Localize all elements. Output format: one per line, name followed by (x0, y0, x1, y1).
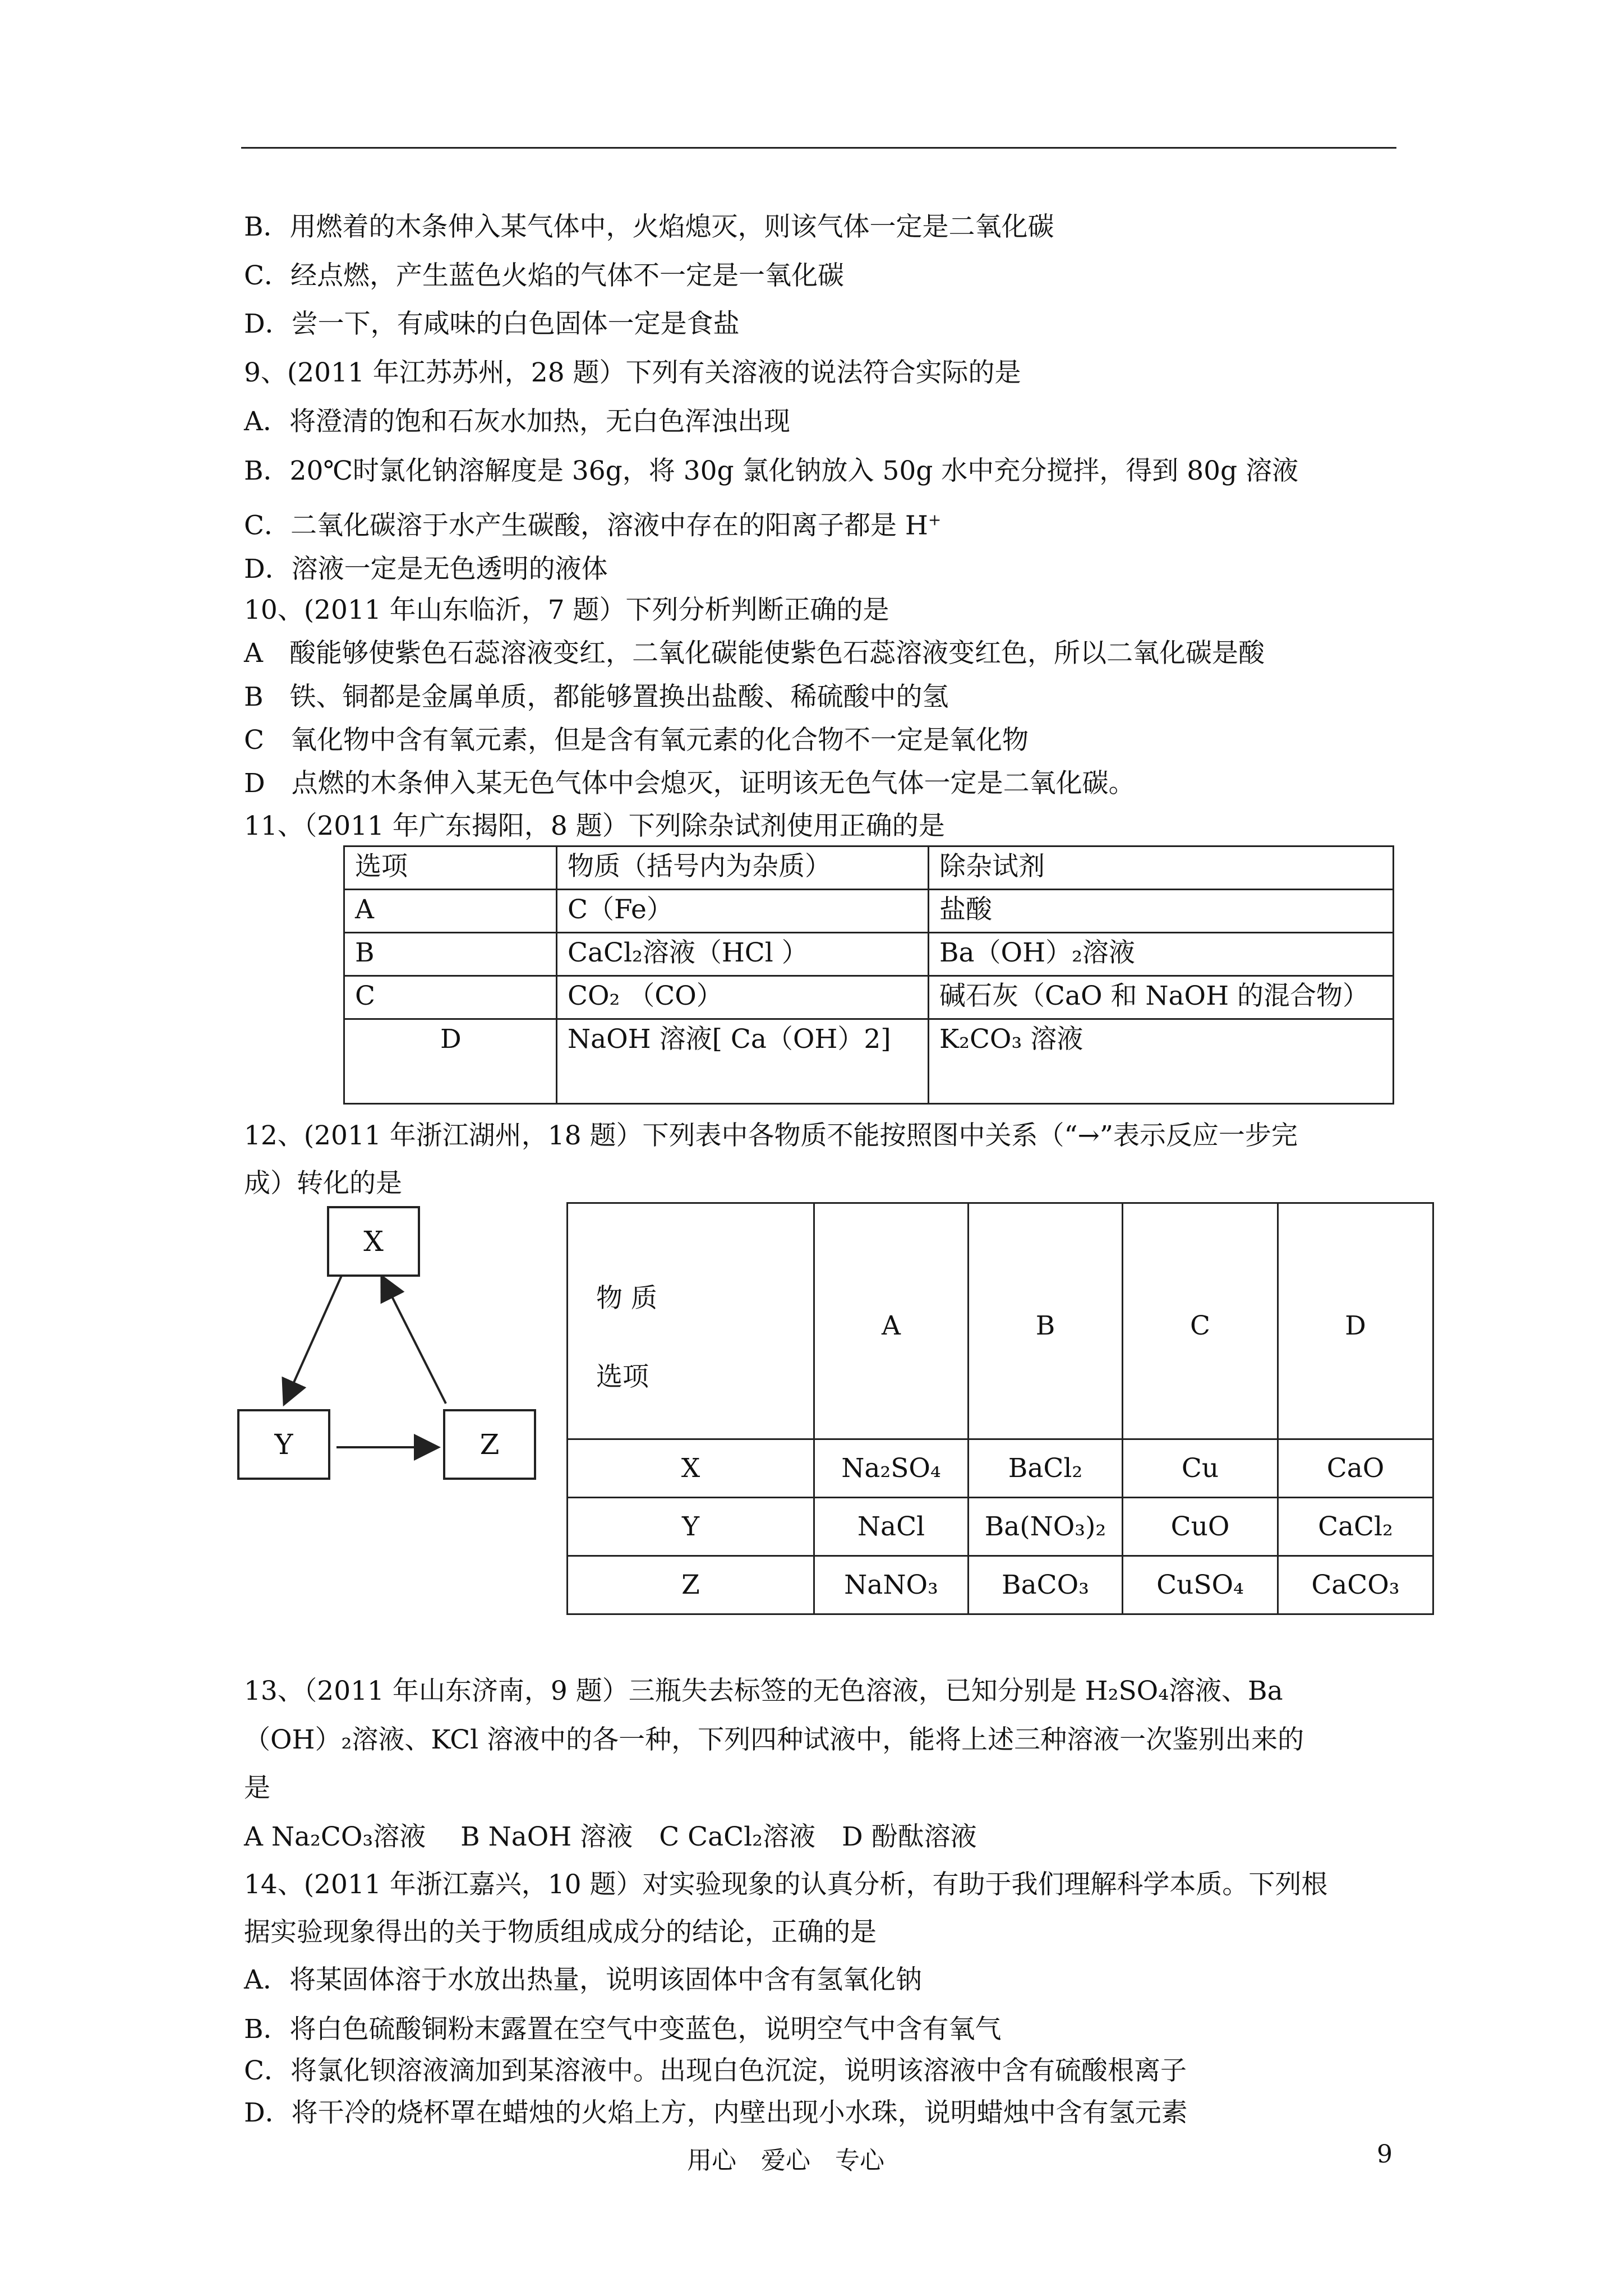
table-cell: D (344, 1019, 557, 1104)
table-cell: A (344, 890, 557, 933)
q14-option-c: C．将氯化钡溶液滴加到某溶液中。出现白色沉淀，说明该溶液中含有硫酸根离子 (244, 2055, 1187, 2086)
table-cell: C（Fe） (557, 890, 929, 933)
q10-option-d: D 点燃的木条伸入某无色气体中会熄灭，证明该无色气体一定是二氧化碳。 (244, 768, 1135, 799)
node-z: Z (443, 1409, 536, 1480)
table-cell: BaCl₂ (969, 1439, 1123, 1498)
table-cell: Cu (1123, 1439, 1278, 1498)
q12-stem-line1: 12、(2011 年浙江湖州，18 题）下列表中各物质不能按照图中关系（“→”表示反应一步完 (244, 1120, 1298, 1151)
arrow-x-to-y (285, 1274, 342, 1402)
table-header-cell: D (1278, 1203, 1433, 1439)
q10-option-c: C 氧化物中含有氧元素，但是含有氧元素的化合物不一定是氧化物 (244, 725, 1029, 756)
corner-label-bottom: 选项 (596, 1361, 649, 1392)
q14-option-d: D．将干冷的烧杯罩在蜡烛的火焰上方，内壁出现小水珠，说明蜡烛中含有氢元素 (244, 2097, 1188, 2128)
table-cell: CaCO₃ (1278, 1556, 1433, 1614)
q12-stem-line2: 成）转化的是 (244, 1168, 402, 1199)
q10-option-a: A 酸能够使紫色石蕊溶液变红，二氧化碳能使紫色石蕊溶液变红色，所以二氧化碳是酸 (244, 638, 1265, 669)
corner-label-top: 物 质 (596, 1283, 657, 1314)
table-cell: NaOH 溶液[ Ca（OH）2] (557, 1019, 929, 1104)
table-cell: Z (568, 1556, 814, 1614)
q13-stem-line3: 是 (244, 1773, 270, 1803)
q9-option-d: D．溶液一定是无色透明的液体 (244, 554, 608, 585)
q14-stem-line1: 14、(2011 年浙江嘉兴，10 题）对实验现象的认真分析，有助于我们理解科学本质。下列根 (244, 1869, 1328, 1900)
q13-stem-line2: （OH）₂溶液、KCl 溶液中的各一种，下列四种试液中，能将上述三种溶液一次鉴别出来的 (244, 1724, 1304, 1755)
table-cell: Y (568, 1498, 814, 1556)
table-cell: CuSO₄ (1123, 1556, 1278, 1614)
table-row (568, 1498, 1433, 1556)
q9-option-a: A．将澄清的饱和石灰水加热，无白色浑浊出现 (244, 406, 790, 437)
table-cell: C (344, 976, 557, 1019)
q14-stem-line2: 据实验现象得出的关于物质组成成分的结论，正确的是 (244, 1917, 877, 1948)
table-cell: Ba(NO₃)₂ (969, 1498, 1123, 1556)
q9-option-c (244, 503, 941, 543)
table-cell: Ba（OH）₂溶液 (929, 933, 1394, 976)
table-cell: 盐酸 (929, 890, 1394, 933)
table-cell: BaCO₃ (969, 1556, 1123, 1614)
q9-option-c-sup: + (928, 510, 942, 529)
q13-stem-line1: 13、（2011 年山东济南，9 题）三瓶失去标签的无色溶液，已知分别是 H₂SO₄溶液、Ba (244, 1676, 1283, 1706)
table-corner-cell (568, 1203, 814, 1439)
table-header-cell: 除杂试剂 (929, 846, 1394, 890)
q8-option-c: C．经点燃，产生蓝色火焰的气体不一定是一氧化碳 (244, 260, 844, 291)
node-x: X (327, 1206, 420, 1277)
table-cell: B (344, 933, 557, 976)
table-header-cell: B (969, 1203, 1123, 1439)
table-row (344, 890, 1394, 933)
table-cell: CO₂ （CO） (557, 976, 929, 1019)
table-cell: CuO (1123, 1498, 1278, 1556)
q10-stem: 10、(2011 年山东临沂，7 题）下列分析判断正确的是 (244, 595, 889, 625)
q14-option-a: A．将某固体溶于水放出热量，说明该固体中含有氢氧化钠 (244, 1964, 922, 1995)
table-cell: CaCl₂溶液（HCl ） (557, 933, 929, 976)
table-header-row (568, 1203, 1433, 1439)
table-header-cell: 选项 (344, 846, 557, 890)
footer-motto: 用心 爱心 专心 (687, 2146, 884, 2175)
node-y: Y (237, 1409, 330, 1480)
arrow-z-to-x (382, 1278, 446, 1404)
table-header-cell: 物质（括号内为杂质） (557, 846, 929, 890)
q9-stem: 9、(2011 年江苏苏州，28 题）下列有关溶液的说法符合实际的是 (244, 357, 1021, 388)
table-cell: NaCl (814, 1498, 969, 1556)
q9-option-b: B．20℃时氯化钠溶解度是 36g，将 30g 氯化钠放入 50g 水中充分搅拌，得到 80g 溶液 (244, 455, 1299, 486)
table-cell: CaO (1278, 1439, 1433, 1498)
table-header-row (344, 846, 1394, 890)
q8-option-d: D．尝一下，有咸味的白色固体一定是食盐 (244, 309, 740, 339)
q14-option-b: B．将白色硫酸铜粉末露置在空气中变蓝色，说明空气中含有氧气 (244, 2014, 1002, 2045)
table-cell: Na₂SO₄ (814, 1439, 969, 1498)
table-cell: X (568, 1439, 814, 1498)
table-cell: 碱石灰（CaO 和 NaOH 的混合物） (929, 976, 1394, 1019)
q11-table (343, 845, 1394, 1105)
q10-option-b: B 铁、铜都是金属单质，都能够置换出盐酸、稀硫酸中的氢 (244, 682, 949, 712)
q13-options: A Na₂CO₃溶液 B NaOH 溶液 C CaCl₂溶液 D 酚酞溶液 (244, 1821, 977, 1852)
table-row (344, 933, 1394, 976)
q8-option-b: B．用燃着的木条伸入某气体中，火焰熄灭，则该气体一定是二氧化碳 (244, 211, 1054, 242)
table-row (344, 976, 1394, 1019)
table-row (568, 1439, 1433, 1498)
q9-option-c-text: C．二氧化碳溶于水产生碳酸，溶液中存在的阳离子都是 H (244, 510, 928, 541)
table-row (568, 1556, 1433, 1614)
q12-table (566, 1202, 1434, 1615)
table-header-cell: A (814, 1203, 969, 1439)
table-row (344, 1019, 1394, 1104)
header-rule (241, 147, 1396, 149)
table-cell: K₂CO₃ 溶液 (929, 1019, 1394, 1104)
table-cell: CaCl₂ (1278, 1498, 1433, 1556)
page-number: 9 (1377, 2140, 1393, 2169)
table-header-cell: C (1123, 1203, 1278, 1439)
q11-stem: 11、（2011 年广东揭阳，8 题）下列除杂试剂使用正确的是 (244, 811, 945, 841)
table-cell: NaNO₃ (814, 1556, 969, 1614)
